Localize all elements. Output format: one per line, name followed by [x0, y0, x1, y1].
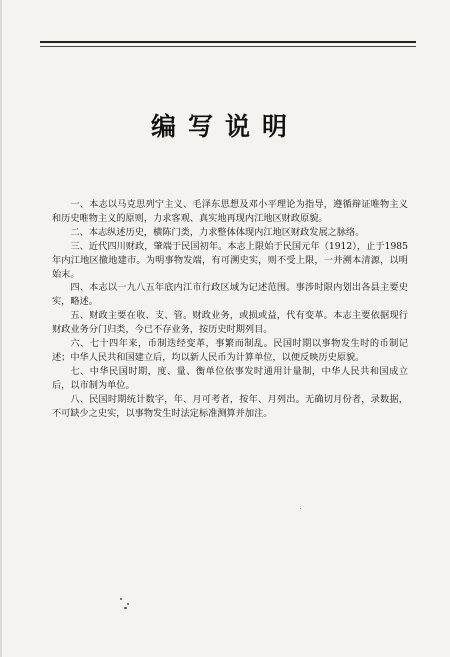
paragraph-1: 一、本志以马克思列宁主义、毛泽东思想及邓小平理论为指导，遵循辩证唯物主义和历史唯物主义的原则，力求客观、真实地再现内江地区财政原貌。	[52, 199, 408, 224]
scan-speck	[124, 607, 127, 609]
scan-speck	[300, 508, 301, 509]
paragraph-3: 三、近代四川财政，肇端于民国初年。本志上限始于民国元年（1912），止于1985年内江地区撤地建市。为明事物发端，有可溯史实，则不受上限，一并溯本清源，以明始末。	[52, 240, 408, 280]
page-edge-shadow	[0, 0, 2, 657]
paragraph-8: 八、民国时期统计数字，年、月可考者，按年、月列出。无确切月份者，录数据，不可缺少之史实，以事物发生时法定标准测算并加注。	[52, 393, 408, 419]
paragraph-2: 二、本志纵述历史，横陈门类，力求整体体现内江地区财政发展之脉络。	[70, 226, 365, 238]
page-title: 编写说明	[150, 112, 299, 141]
header-rule	[40, 41, 416, 43]
scan-speck	[127, 603, 129, 605]
document-body	[52, 198, 408, 421]
scan-speck	[120, 598, 122, 600]
paragraph-6: 六、七十四年来，币制迭经变革，事繁而制乱。民国时期以事物发生时的币制记述；中华人民共和国建立后，均以新人民币为计算单位，以便反映历史原貌。	[52, 338, 408, 363]
paragraph-5: 五、财政主要在收、支、管。财政业务，或损或益，代有变革。本志主要依据现行财政业务分门归类，今已不存业务，按历史时期列目。	[52, 310, 408, 336]
header-rule-thin	[40, 46, 416, 47]
paragraph-4: 四、本志以一九八五年底内江市行政区域为记述范围。事涉时限内划出各县主要史实，略述。	[52, 282, 408, 308]
paragraph-7: 七、中华民国时期，度、量、衡单位依事发时通用计量制，中华人民共和国成立后，以市制为单位。	[52, 365, 408, 391]
